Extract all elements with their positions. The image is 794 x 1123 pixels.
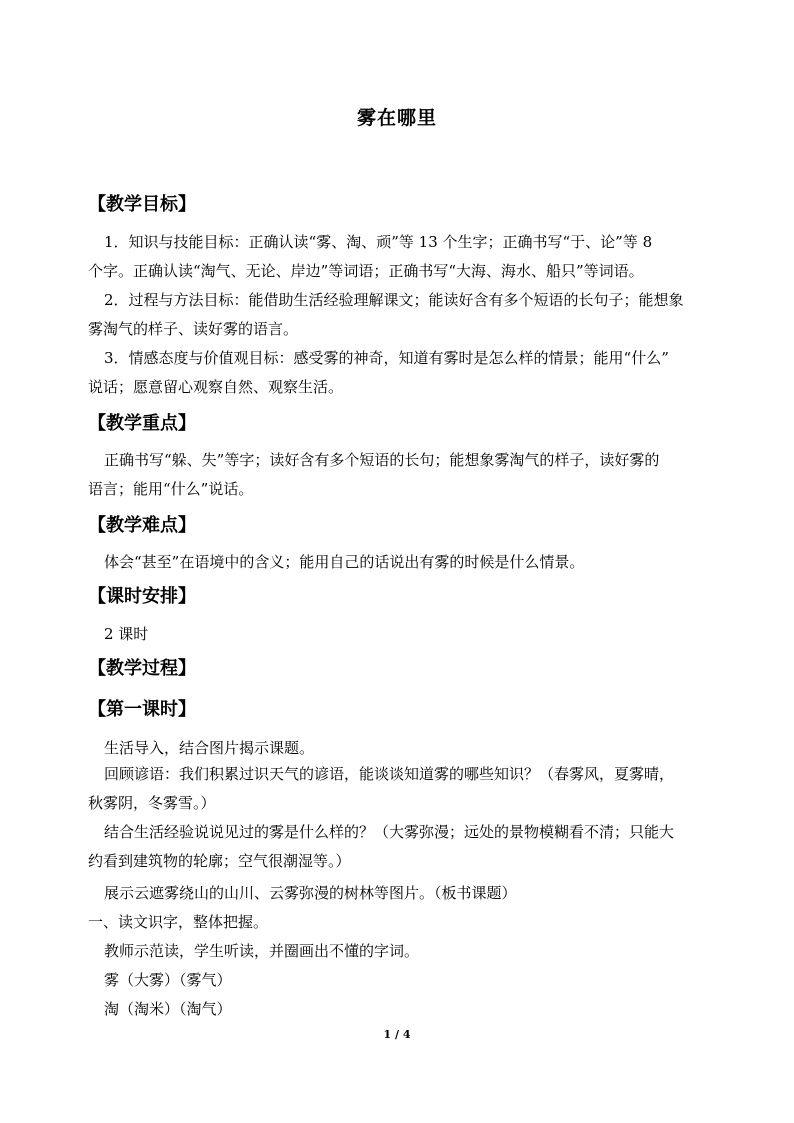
heading-teaching-process: 【教学过程】	[88, 658, 196, 679]
experience-line-2: 约看到建筑物的轮廓；空气很潮湿等。）	[88, 852, 351, 870]
experience-paragraph	[88, 818, 708, 876]
review-paragraph	[88, 760, 708, 818]
word-item-1: 雾（大雾）（雾气）	[104, 971, 232, 989]
part-1-instruction: 教师示范读，学生听读，并圈画出不懂的字词。	[104, 942, 420, 960]
experience-line-1: 结合生活经验说说见过的雾是什么样的？（大雾弥漫；远处的景物模糊看不清；只能大	[104, 823, 675, 841]
review-line-2: 秋雾阴，冬雾雪。）	[88, 794, 216, 812]
review-line-1: 回顾谚语：我们积累过识天气的谚语，能谈谈知道雾的哪些知识？（春雾风，夏雾晴，	[104, 765, 675, 783]
goal-3-line-2: 说话；愿意留心观察自然、观察生活。	[88, 378, 344, 396]
heading-first-lesson: 【第一课时】	[88, 699, 196, 720]
goal-3-paragraph	[88, 344, 708, 402]
goal-2-paragraph	[88, 286, 708, 344]
intro-line: 生活导入，结合图片揭示课题。	[104, 739, 315, 757]
part-1-heading: 一、读文识字，整体把握。	[88, 913, 269, 931]
key-points-line-1: 正确书写“躲、失”等字；读好含有多个短语的长句；能想象雾淘气的样子，读好雾的	[104, 451, 660, 469]
goal-2-line-1: 2．过程与方法目标：能借助生活经验理解课文；能读好含有多个短语的长句子；能想象	[104, 291, 684, 309]
schedule-line: 2 课时	[104, 625, 149, 643]
heading-teaching-goals: 【教学目标】	[88, 194, 196, 215]
key-points-paragraph	[88, 446, 708, 504]
goal-1-line-1: 1．知识与技能目标：正确认读“雾、淘、顽”等 13 个生字；正确书写“于、论”等 8	[104, 233, 653, 251]
page-number: 1 / 4	[383, 1028, 411, 1041]
document-title: 雾在哪里	[356, 107, 437, 129]
goal-1-paragraph	[88, 228, 708, 286]
goal-1-line-2: 个字。正确认读“淘气、无论、岸边”等词语；正确书写“大海、海水、船只”等词语。	[88, 262, 644, 280]
heading-difficult-points: 【教学难点】	[88, 515, 196, 536]
key-points-line-2: 语言；能用“什么”说话。	[88, 480, 254, 498]
goal-3-line-1: 3．情感态度与价值观目标：感受雾的神奇，知道有雾时是怎么样的情景；能用“什么”	[104, 349, 669, 367]
heading-key-points: 【教学重点】	[88, 413, 196, 434]
goal-2-line-2: 雾淘气的样子、读好雾的语言。	[88, 320, 299, 338]
heading-schedule: 【课时安排】	[88, 586, 196, 607]
word-item-2: 淘（淘米）（淘气）	[104, 1000, 232, 1018]
difficult-points-line: 体会“甚至”在语境中的含义；能用自己的话说出有雾的时候是什么情景。	[104, 553, 585, 571]
show-images-line: 展示云遮雾绕山的山川、云雾弥漫的树林等图片。（板书课题）	[104, 884, 517, 902]
